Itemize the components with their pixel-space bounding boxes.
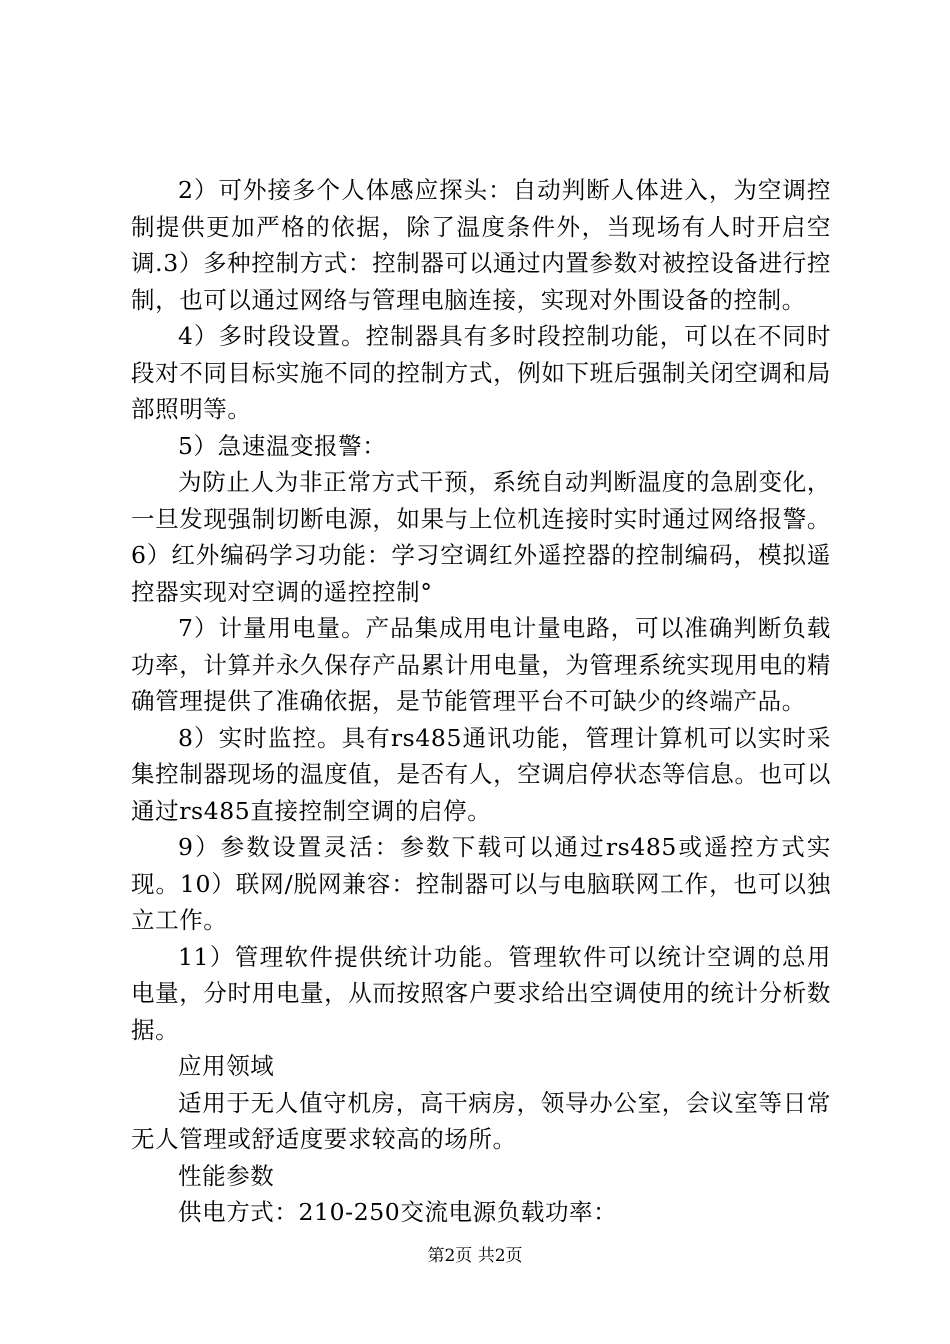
section-heading-performance: 性能参数 xyxy=(178,1161,275,1190)
paragraph-temp-alarm-and-ir: 为防止人为非正常方式干预，系统自动判断温度的急剧变化，一旦发现强制切断电源，如果与上位机连接时实时通过网络报警。6）红外编码学习功能：学习空调红外遥控器的控制编码，模拟遥控器实现对空调的遥控控制° xyxy=(131,468,831,606)
paragraph-statistics: 11）管理软件提供统计功能。管理软件可以统计空调的总用电量，分时用电量，从而按照客户要求给出空调使用的统计分析数据。 xyxy=(131,942,831,1044)
paragraph-metering: 7）计量用电量。产品集成用电计量电路，可以准确判断负载功率，计算并永久保存产品累计用电量，为管理系统实现用电的精确管理提供了准确依据，是节能管理平台不可缺少的终端产品。 xyxy=(131,614,831,715)
page-footer: 第2页 共2页 xyxy=(427,1246,523,1266)
paragraph-power-supply: 供电方式：210-250交流电源负载功率： xyxy=(178,1198,618,1226)
paragraph-temp-alarm-heading: 5）急速温变报警： xyxy=(178,431,387,460)
paragraph-application-areas: 适用于无人值守机房，高干病房，领导办公室，会议室等日常无人管理或舒适度要求较高的场所。 xyxy=(131,1088,831,1153)
paragraph-parameter-settings: 9）参数设置灵活：参数下载可以通过rs485或遥控方式实现。10）联网/脱网兼容：控制器可以与电脑联网工作，也可以独立工作。 xyxy=(131,833,831,934)
document-body xyxy=(131,172,831,1231)
paragraph-realtime-monitoring: 8）实时监控。具有rs485通讯功能，管理计算机可以实时采集控制器现场的温度值，是否有人，空调启停状态等信息。也可以通过rs485直接控制空调的启停。 xyxy=(131,723,831,825)
section-heading-application: 应用领域 xyxy=(178,1052,275,1080)
paragraph-multi-period: 4）多时段设置。控制器具有多时段控制功能，可以在不同时段对不同目标实施不同的控制方式，例如下班后强制关闭空调和局部照明等。 xyxy=(131,322,831,423)
paragraph-sensor-and-control-modes: 2）可外接多个人体感应探头：自动判断人体进入，为空调控制提供更加严格的依据，除了温度条件外，当现场有人时开启空调.3）多种控制方式：控制器可以通过内置参数对被控设备进行控制，也可以通过网络与管理电脑连接，实现对外围设备的控制。 xyxy=(131,176,831,314)
